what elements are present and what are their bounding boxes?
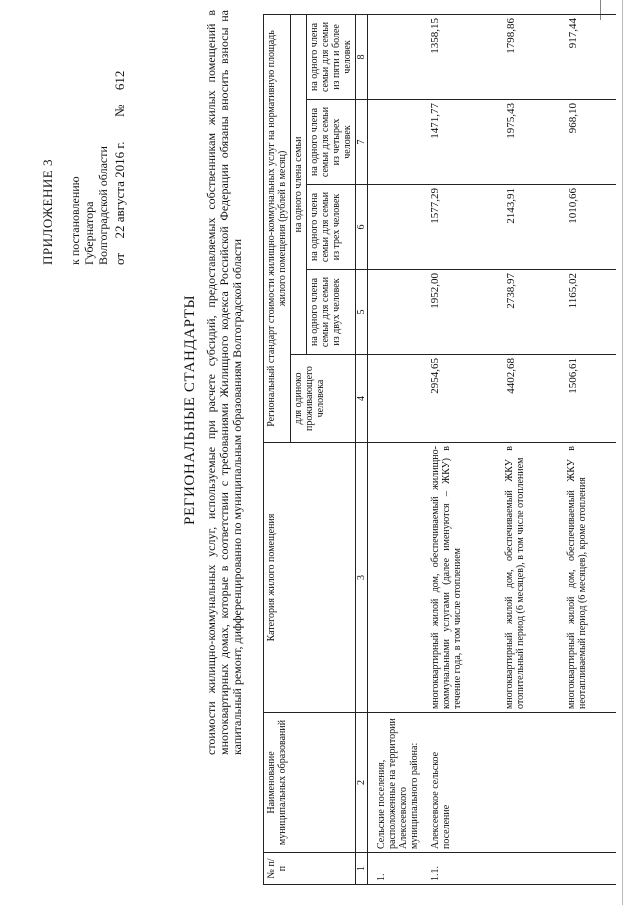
row-municipality: Алексеевское сельское поселение bbox=[422, 713, 502, 853]
header-alone: для одиноко проживающего человека bbox=[291, 355, 356, 443]
column-number: 5 bbox=[356, 270, 368, 355]
value-four: 968,10 bbox=[564, 100, 616, 185]
value-five: 1798,86 bbox=[502, 14, 564, 99]
row-category: многоквартирный жилой дом, обеспечиваемый ЖКУ в отопительный период (6 месяцев), в том числе отоплением bbox=[502, 443, 564, 713]
row-num bbox=[564, 853, 616, 885]
row-category: многоквартирный жилой дом, обеспечиваемый жилищно-коммунальными услугами (далее именуются – ЖКУ) в течение года, в том числе отоплением bbox=[422, 443, 502, 713]
number-sign: № bbox=[112, 104, 127, 117]
section-name: Сельские поселения, расположенные на территории Алексеевского муниципального района: bbox=[368, 713, 423, 853]
standards-table bbox=[263, 14, 616, 885]
value-two: 1165,02 bbox=[564, 270, 616, 355]
row-num bbox=[502, 853, 564, 885]
value-four: 1975,43 bbox=[502, 100, 564, 185]
header-standard-group: Региональный стандарт стоимости жилищно-коммунальных услуг на нормативную площадь жилого помещения (рублей в месяц) bbox=[264, 14, 291, 442]
value-five: 1358,15 bbox=[422, 14, 502, 99]
scan-edge-line bbox=[622, 0, 623, 905]
row-municipality bbox=[502, 713, 564, 853]
decree-number: 612 bbox=[112, 70, 127, 91]
document-description: стоимости жилищно-коммунальных услуг, используемые при расчете субсидий, предоставляемых собственникам жилых помещений в многоквартирных домах, которые в соответствии с требованиями Жилищного кодекса Российской Федерации обязаны вносить взносы на капитальный ремонт, дифференцированно по муниципальным образованиям Волгоградской области bbox=[204, 10, 244, 755]
value-alone: 1506,61 bbox=[564, 355, 616, 443]
decree-date: 22 августа 2016 г. bbox=[112, 141, 127, 239]
value-three: 1010,66 bbox=[564, 185, 616, 270]
column-number: 7 bbox=[356, 100, 368, 185]
header-three: на одного члена семьи для семьи из трех человек bbox=[307, 185, 356, 270]
decree-line: Волгоградской области bbox=[96, 146, 110, 265]
row-municipality bbox=[564, 713, 616, 853]
appendix-label: ПРИЛОЖЕНИЕ 3 bbox=[40, 159, 55, 265]
column-number: 1 bbox=[356, 853, 368, 885]
table-row bbox=[502, 14, 564, 884]
value-two: 1952,00 bbox=[422, 270, 502, 355]
decree-date-line bbox=[112, 71, 128, 265]
column-number-row bbox=[356, 14, 368, 884]
table-row bbox=[422, 14, 502, 884]
section-num: 1. bbox=[368, 853, 423, 885]
row-category: многоквартирный жилой дом, обеспечиваемый ЖКУ в неотапливаемый период (6 месяцев), кроме отопления bbox=[564, 443, 616, 713]
column-number: 6 bbox=[356, 185, 368, 270]
row-num: 1.1. bbox=[422, 853, 502, 885]
decree-reference bbox=[68, 146, 110, 265]
header-row bbox=[264, 14, 291, 884]
date-prefix: от bbox=[112, 252, 127, 265]
scan-edge-line bbox=[600, 0, 601, 20]
table-row bbox=[564, 14, 616, 884]
value-four: 1471,77 bbox=[422, 100, 502, 185]
value-five: 917,44 bbox=[564, 14, 616, 99]
decree-line: к постановлению bbox=[68, 176, 82, 265]
value-alone: 4402,68 bbox=[502, 355, 564, 443]
value-alone: 2954,65 bbox=[422, 355, 502, 443]
value-three: 1577,29 bbox=[422, 185, 502, 270]
header-four: на одного члена семьи для семьи из четырех человек bbox=[307, 100, 356, 185]
header-category: Категория жилого помещения bbox=[264, 443, 356, 713]
header-five: на одного члена семьи для семьи из пяти и более человек bbox=[307, 14, 356, 99]
header-municipality: Наименование муниципальных образований bbox=[264, 713, 356, 853]
decree-line: Губернатора bbox=[82, 201, 96, 265]
header-per-member: на одного члена семьи bbox=[291, 14, 307, 354]
document-title: РЕГИОНАЛЬНЫЕ СТАНДАРТЫ bbox=[182, 294, 198, 525]
column-number: 8 bbox=[356, 14, 368, 99]
column-number: 2 bbox=[356, 713, 368, 853]
header-num: № п/п bbox=[264, 853, 356, 885]
section-row bbox=[368, 14, 423, 884]
column-number: 3 bbox=[356, 443, 368, 713]
header-two: на одного члена семьи для семьи из двух человек bbox=[307, 270, 356, 355]
value-three: 2143,91 bbox=[502, 185, 564, 270]
column-number: 4 bbox=[356, 355, 368, 443]
value-two: 2738,97 bbox=[502, 270, 564, 355]
